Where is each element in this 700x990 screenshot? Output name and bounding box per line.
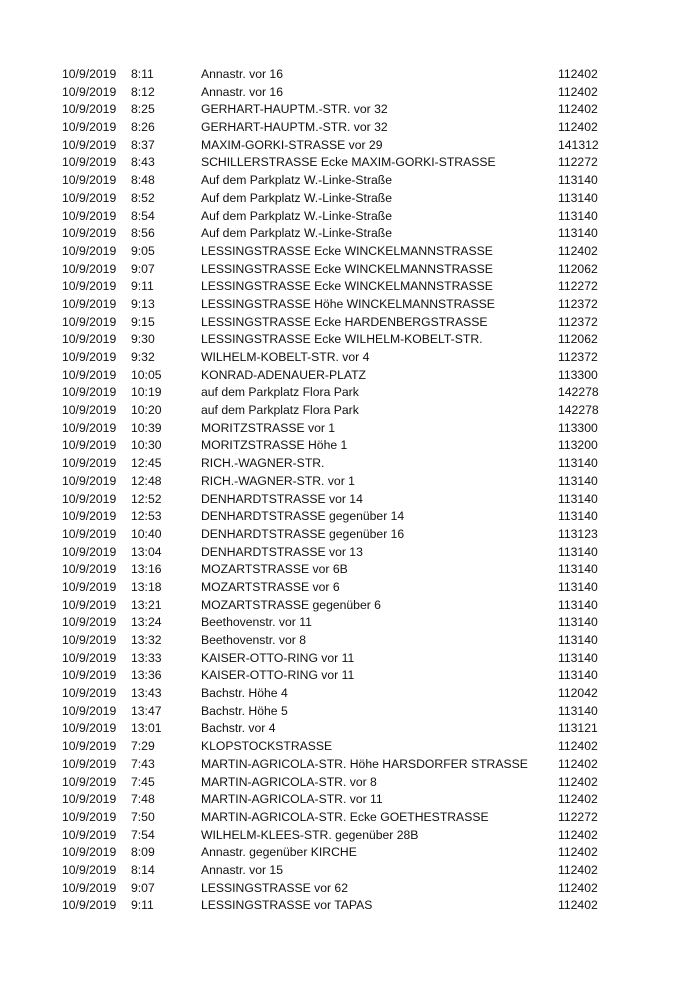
time-cell: 12:48 <box>131 473 162 488</box>
code-cell: 113121 <box>558 721 598 736</box>
code-cell: 113140 <box>558 456 598 471</box>
code-cell: 112402 <box>558 67 598 81</box>
time-cell: 13:47 <box>131 703 162 718</box>
code-cell: 112402 <box>558 845 598 860</box>
time-cell: 8:56 <box>131 226 155 241</box>
time-cell: 13:04 <box>131 544 162 559</box>
date-cell: 10/9/2019 <box>62 120 117 135</box>
date-cell: 10/9/2019 <box>62 491 117 506</box>
code-cell: 113140 <box>558 615 598 630</box>
code-cell: 142278 <box>558 403 599 418</box>
table-row <box>62 809 642 827</box>
location-cell: auf dem Parkplatz Flora Park <box>201 385 359 400</box>
date-cell: 10/9/2019 <box>62 827 117 842</box>
table-row <box>62 278 642 296</box>
date-cell: 10/9/2019 <box>62 526 117 541</box>
table-row <box>62 172 642 190</box>
date-cell: 10/9/2019 <box>62 579 117 594</box>
code-cell: 113140 <box>558 190 598 205</box>
table-row <box>62 101 642 119</box>
time-cell: 12:52 <box>131 491 162 506</box>
code-cell: 113140 <box>558 491 598 506</box>
code-cell: 113140 <box>558 226 598 241</box>
code-cell: 112402 <box>558 862 598 877</box>
code-cell: 112402 <box>558 739 598 754</box>
location-cell: GERHART-HAUPTM.-STR. vor 32 <box>201 120 388 135</box>
table-row <box>62 455 642 473</box>
location-cell: Auf dem Parkplatz W.-Linke-Straße <box>201 226 393 241</box>
table-row <box>62 774 642 792</box>
date-cell: 10/9/2019 <box>62 456 117 471</box>
location-cell: KAISER-OTTO-RING vor 11 <box>201 650 355 665</box>
time-cell: 13:43 <box>131 686 162 701</box>
time-cell: 13:33 <box>131 650 162 665</box>
time-cell: 8:26 <box>131 120 155 135</box>
date-cell: 10/9/2019 <box>62 367 117 382</box>
table-row <box>62 137 642 155</box>
table-row <box>62 473 642 491</box>
table-row <box>62 243 642 261</box>
location-cell: Annastr. vor 15 <box>201 862 283 877</box>
date-cell: 10/9/2019 <box>62 739 117 754</box>
date-cell: 10/9/2019 <box>62 385 117 400</box>
code-cell: 112042 <box>558 686 598 701</box>
table-row <box>62 703 642 721</box>
date-cell: 10/9/2019 <box>62 809 117 824</box>
code-cell: 113140 <box>558 473 598 488</box>
location-cell: WILHELM-KLEES-STR. gegenüber 28B <box>201 827 419 842</box>
time-cell: 7:43 <box>131 756 155 771</box>
code-cell: 113140 <box>558 650 598 665</box>
time-cell: 8:11 <box>131 67 154 81</box>
time-cell: 12:53 <box>131 509 162 524</box>
table-row <box>62 154 642 172</box>
date-cell: 10/9/2019 <box>62 668 117 683</box>
time-cell: 10:40 <box>131 526 162 541</box>
table-row <box>62 738 642 756</box>
location-cell: Bachstr. vor 4 <box>201 721 276 736</box>
table-row <box>62 561 642 579</box>
date-cell: 10/9/2019 <box>62 261 117 276</box>
location-cell: MOZARTSTRASSE vor 6 <box>201 579 340 594</box>
location-cell: MOZARTSTRASSE vor 6B <box>201 562 348 577</box>
code-cell: 112402 <box>558 792 598 807</box>
date-cell: 10/9/2019 <box>62 792 117 807</box>
time-cell: 9:11 <box>131 898 154 913</box>
location-cell: SCHILLERSTRASSE Ecke MAXIM-GORKI-STRASSE <box>201 155 496 170</box>
date-cell: 10/9/2019 <box>62 721 117 736</box>
table-row <box>62 614 642 632</box>
date-cell: 10/9/2019 <box>62 615 117 630</box>
date-cell: 10/9/2019 <box>62 597 117 612</box>
location-cell: Beethovenstr. vor 8 <box>201 633 307 647</box>
code-cell: 113140 <box>558 703 598 718</box>
location-cell: Auf dem Parkplatz W.-Linke-Straße <box>201 208 393 223</box>
time-cell: 10:19 <box>131 385 162 400</box>
table-row <box>62 544 642 562</box>
code-cell: 113300 <box>558 420 598 435</box>
date-cell: 10/9/2019 <box>62 686 117 701</box>
location-cell: LESSINGSTRASSE Ecke WINCKELMANNSTRASSE <box>201 279 493 294</box>
location-cell: Annastr. gegenüber KIRCHE <box>201 845 357 860</box>
table-row <box>62 632 642 650</box>
table-row <box>62 685 642 703</box>
code-cell: 113140 <box>558 208 598 223</box>
time-cell: 8:48 <box>131 173 155 188</box>
code-cell: 112402 <box>558 880 598 895</box>
date-cell: 10/9/2019 <box>62 350 117 364</box>
time-cell: 7:29 <box>131 739 155 754</box>
code-cell: 112372 <box>558 314 598 329</box>
date-cell: 10/9/2019 <box>62 173 117 188</box>
location-cell: LESSINGSTRASSE Ecke WINCKELMANNSTRASSE <box>201 261 493 276</box>
location-cell: MAXIM-GORKI-STRASSE vor 29 <box>201 137 383 152</box>
time-cell: 8:43 <box>131 155 155 170</box>
date-cell: 10/9/2019 <box>62 420 117 435</box>
time-cell: 7:50 <box>131 809 155 824</box>
table-row <box>62 208 642 226</box>
date-cell: 10/9/2019 <box>62 102 117 117</box>
date-cell: 10/9/2019 <box>62 756 117 771</box>
date-cell: 10/9/2019 <box>62 208 117 223</box>
date-cell: 10/9/2019 <box>62 845 117 860</box>
table-row <box>62 84 642 102</box>
date-cell: 10/9/2019 <box>62 226 117 241</box>
date-cell: 10/9/2019 <box>62 296 117 311</box>
code-cell: 112372 <box>558 350 598 364</box>
location-cell: WILHELM-KOBELT-STR. vor 4 <box>201 350 370 364</box>
table-row <box>62 420 642 438</box>
location-cell: MORITZSTRASSE vor 1 <box>201 420 336 435</box>
table-row <box>62 437 642 455</box>
table-row <box>62 862 642 880</box>
code-cell: 112402 <box>558 898 598 913</box>
location-cell: MARTIN-AGRICOLA-STR. vor 11 <box>201 792 383 807</box>
code-cell: 112062 <box>558 261 598 276</box>
table-row <box>62 66 642 84</box>
time-cell: 9:30 <box>131 332 155 347</box>
time-cell: 9:32 <box>131 350 155 364</box>
table-row <box>62 720 642 738</box>
code-cell: 112272 <box>558 155 598 170</box>
date-cell: 10/9/2019 <box>62 137 117 152</box>
time-cell: 9:07 <box>131 261 155 276</box>
time-cell: 8:52 <box>131 190 155 205</box>
date-cell: 10/9/2019 <box>62 332 117 347</box>
table-row <box>62 349 642 367</box>
location-cell: KONRAD-ADENAUER-PLATZ <box>201 367 367 382</box>
table-row <box>62 526 642 544</box>
location-cell: LESSINGSTRASSE Ecke WILHELM-KOBELT-STR. <box>201 332 483 347</box>
location-cell: Auf dem Parkplatz W.-Linke-Straße <box>201 173 393 188</box>
code-cell: 113140 <box>558 544 598 559</box>
code-cell: 113140 <box>558 597 598 612</box>
location-cell: MARTIN-AGRICOLA-STR. vor 8 <box>201 774 377 789</box>
time-cell: 13:24 <box>131 615 162 630</box>
date-cell: 10/9/2019 <box>62 562 117 577</box>
code-cell: 113140 <box>558 579 598 594</box>
table-row <box>62 579 642 597</box>
date-cell: 10/9/2019 <box>62 774 117 789</box>
location-cell: RICH.-WAGNER-STR. vor 1 <box>201 473 355 488</box>
code-cell: 112402 <box>558 756 598 771</box>
code-cell: 112402 <box>558 243 598 258</box>
date-cell: 10/9/2019 <box>62 67 117 81</box>
date-cell: 10/9/2019 <box>62 544 117 559</box>
location-cell: Bachstr. Höhe 5 <box>201 703 288 718</box>
location-cell: MARTIN-AGRICOLA-STR. Höhe HARSDORFER STRASSE <box>201 756 528 771</box>
code-cell: 113123 <box>558 526 598 541</box>
code-cell: 112062 <box>558 332 598 347</box>
location-cell: Annastr. vor 16 <box>201 84 283 99</box>
code-cell: 113140 <box>558 562 598 577</box>
code-cell: 112402 <box>558 102 598 117</box>
location-cell: MORITZSTRASSE Höhe 1 <box>201 438 348 453</box>
time-cell: 7:54 <box>131 827 155 842</box>
date-cell: 10/9/2019 <box>62 473 117 488</box>
time-cell: 8:12 <box>131 84 155 99</box>
time-cell: 9:15 <box>131 314 155 329</box>
date-cell: 10/9/2019 <box>62 438 117 453</box>
code-cell: 112372 <box>558 296 598 311</box>
code-cell: 112402 <box>558 774 598 789</box>
table-row <box>62 491 642 509</box>
location-cell: auf dem Parkplatz Flora Park <box>201 403 359 418</box>
table-row <box>62 844 642 862</box>
table-row <box>62 261 642 279</box>
table-row <box>62 880 642 898</box>
location-cell: RICH.-WAGNER-STR. <box>201 456 325 471</box>
code-cell: 112272 <box>558 279 598 294</box>
location-cell: MOZARTSTRASSE gegenüber 6 <box>201 597 381 612</box>
table-row <box>62 119 642 137</box>
table-row <box>62 756 642 774</box>
location-cell: DENHARDTSTRASSE gegenüber 16 <box>201 526 405 541</box>
time-cell: 8:37 <box>131 137 155 152</box>
location-cell: Annastr. vor 16 <box>201 67 283 81</box>
table-row <box>62 508 642 526</box>
date-cell: 10/9/2019 <box>62 703 117 718</box>
code-cell: 113200 <box>558 438 598 453</box>
date-cell: 10/9/2019 <box>62 633 117 647</box>
time-cell: 8:54 <box>131 208 155 223</box>
location-cell: DENHARDTSTRASSE vor 14 <box>201 491 363 506</box>
table-row <box>62 402 642 420</box>
location-cell: GERHART-HAUPTM.-STR. vor 32 <box>201 102 388 117</box>
date-cell: 10/9/2019 <box>62 898 117 913</box>
time-cell: 8:25 <box>131 102 155 117</box>
location-cell: KAISER-OTTO-RING vor 11 <box>201 668 355 683</box>
code-cell: 112402 <box>558 120 598 135</box>
date-cell: 10/9/2019 <box>62 862 117 877</box>
location-cell: Bachstr. Höhe 4 <box>201 686 288 701</box>
table-row <box>62 650 642 668</box>
code-cell: 142278 <box>558 385 599 400</box>
code-cell: 141312 <box>558 137 599 152</box>
time-cell: 10:30 <box>131 438 162 453</box>
code-cell: 113140 <box>558 633 598 647</box>
code-cell: 112402 <box>558 827 598 842</box>
date-cell: 10/9/2019 <box>62 509 117 524</box>
location-cell: LESSINGSTRASSE Höhe WINCKELMANNSTRASSE <box>201 296 495 311</box>
table-row <box>62 897 642 915</box>
time-cell: 8:09 <box>131 845 155 860</box>
location-cell: LESSINGSTRASSE vor TAPAS <box>201 898 373 913</box>
code-cell: 112402 <box>558 84 598 99</box>
time-cell: 7:45 <box>131 774 155 789</box>
time-cell: 9:13 <box>131 296 155 311</box>
location-cell: DENHARDTSTRASSE vor 13 <box>201 544 363 559</box>
code-cell: 113140 <box>558 173 598 188</box>
time-cell: 9:11 <box>131 279 154 294</box>
table-row <box>62 827 642 845</box>
date-cell: 10/9/2019 <box>62 84 117 99</box>
location-cell: LESSINGSTRASSE vor 62 <box>201 880 348 895</box>
code-cell: 113300 <box>558 367 598 382</box>
date-cell: 10/9/2019 <box>62 243 117 258</box>
table-row <box>62 296 642 314</box>
date-cell: 10/9/2019 <box>62 880 117 895</box>
time-cell: 13:36 <box>131 668 162 683</box>
time-cell: 8:14 <box>131 862 155 877</box>
time-cell: 9:07 <box>131 880 155 895</box>
location-cell: KLOPSTOCKSTRASSE <box>201 739 333 754</box>
location-cell: LESSINGSTRASSE Ecke WINCKELMANNSTRASSE <box>201 243 493 258</box>
location-cell: LESSINGSTRASSE Ecke HARDENBERGSTRASSE <box>201 314 488 329</box>
time-cell: 9:05 <box>131 243 155 258</box>
time-cell: 13:18 <box>131 579 162 594</box>
date-cell: 10/9/2019 <box>62 314 117 329</box>
location-cell: Auf dem Parkplatz W.-Linke-Straße <box>201 190 393 205</box>
time-cell: 10:05 <box>131 367 162 382</box>
time-cell: 13:16 <box>131 562 162 577</box>
code-cell: 113140 <box>558 668 598 683</box>
table-row <box>62 384 642 402</box>
table-row <box>62 190 642 208</box>
date-cell: 10/9/2019 <box>62 155 117 170</box>
table-row <box>62 791 642 809</box>
date-cell: 10/9/2019 <box>62 650 117 665</box>
time-cell: 7:48 <box>131 792 155 807</box>
time-cell: 13:21 <box>131 597 162 612</box>
code-cell: 112272 <box>558 809 598 824</box>
location-cell: Beethovenstr. vor 11 <box>201 615 312 630</box>
date-cell: 10/9/2019 <box>62 279 117 294</box>
table-row <box>62 314 642 332</box>
location-cell: DENHARDTSTRASSE gegenüber 14 <box>201 509 405 524</box>
time-cell: 13:01 <box>131 721 162 736</box>
table-row <box>62 225 642 243</box>
table-row <box>62 597 642 615</box>
table-row <box>62 331 642 349</box>
time-cell: 10:20 <box>131 403 162 418</box>
table-row <box>62 667 642 685</box>
code-cell: 113140 <box>558 509 598 524</box>
date-cell: 10/9/2019 <box>62 403 117 418</box>
time-cell: 10:39 <box>131 420 162 435</box>
data-table <box>62 66 642 915</box>
date-cell: 10/9/2019 <box>62 190 117 205</box>
time-cell: 13:32 <box>131 633 162 647</box>
table-row <box>62 367 642 385</box>
location-cell: MARTIN-AGRICOLA-STR. Ecke GOETHESTRASSE <box>201 809 489 824</box>
time-cell: 12:45 <box>131 456 162 471</box>
